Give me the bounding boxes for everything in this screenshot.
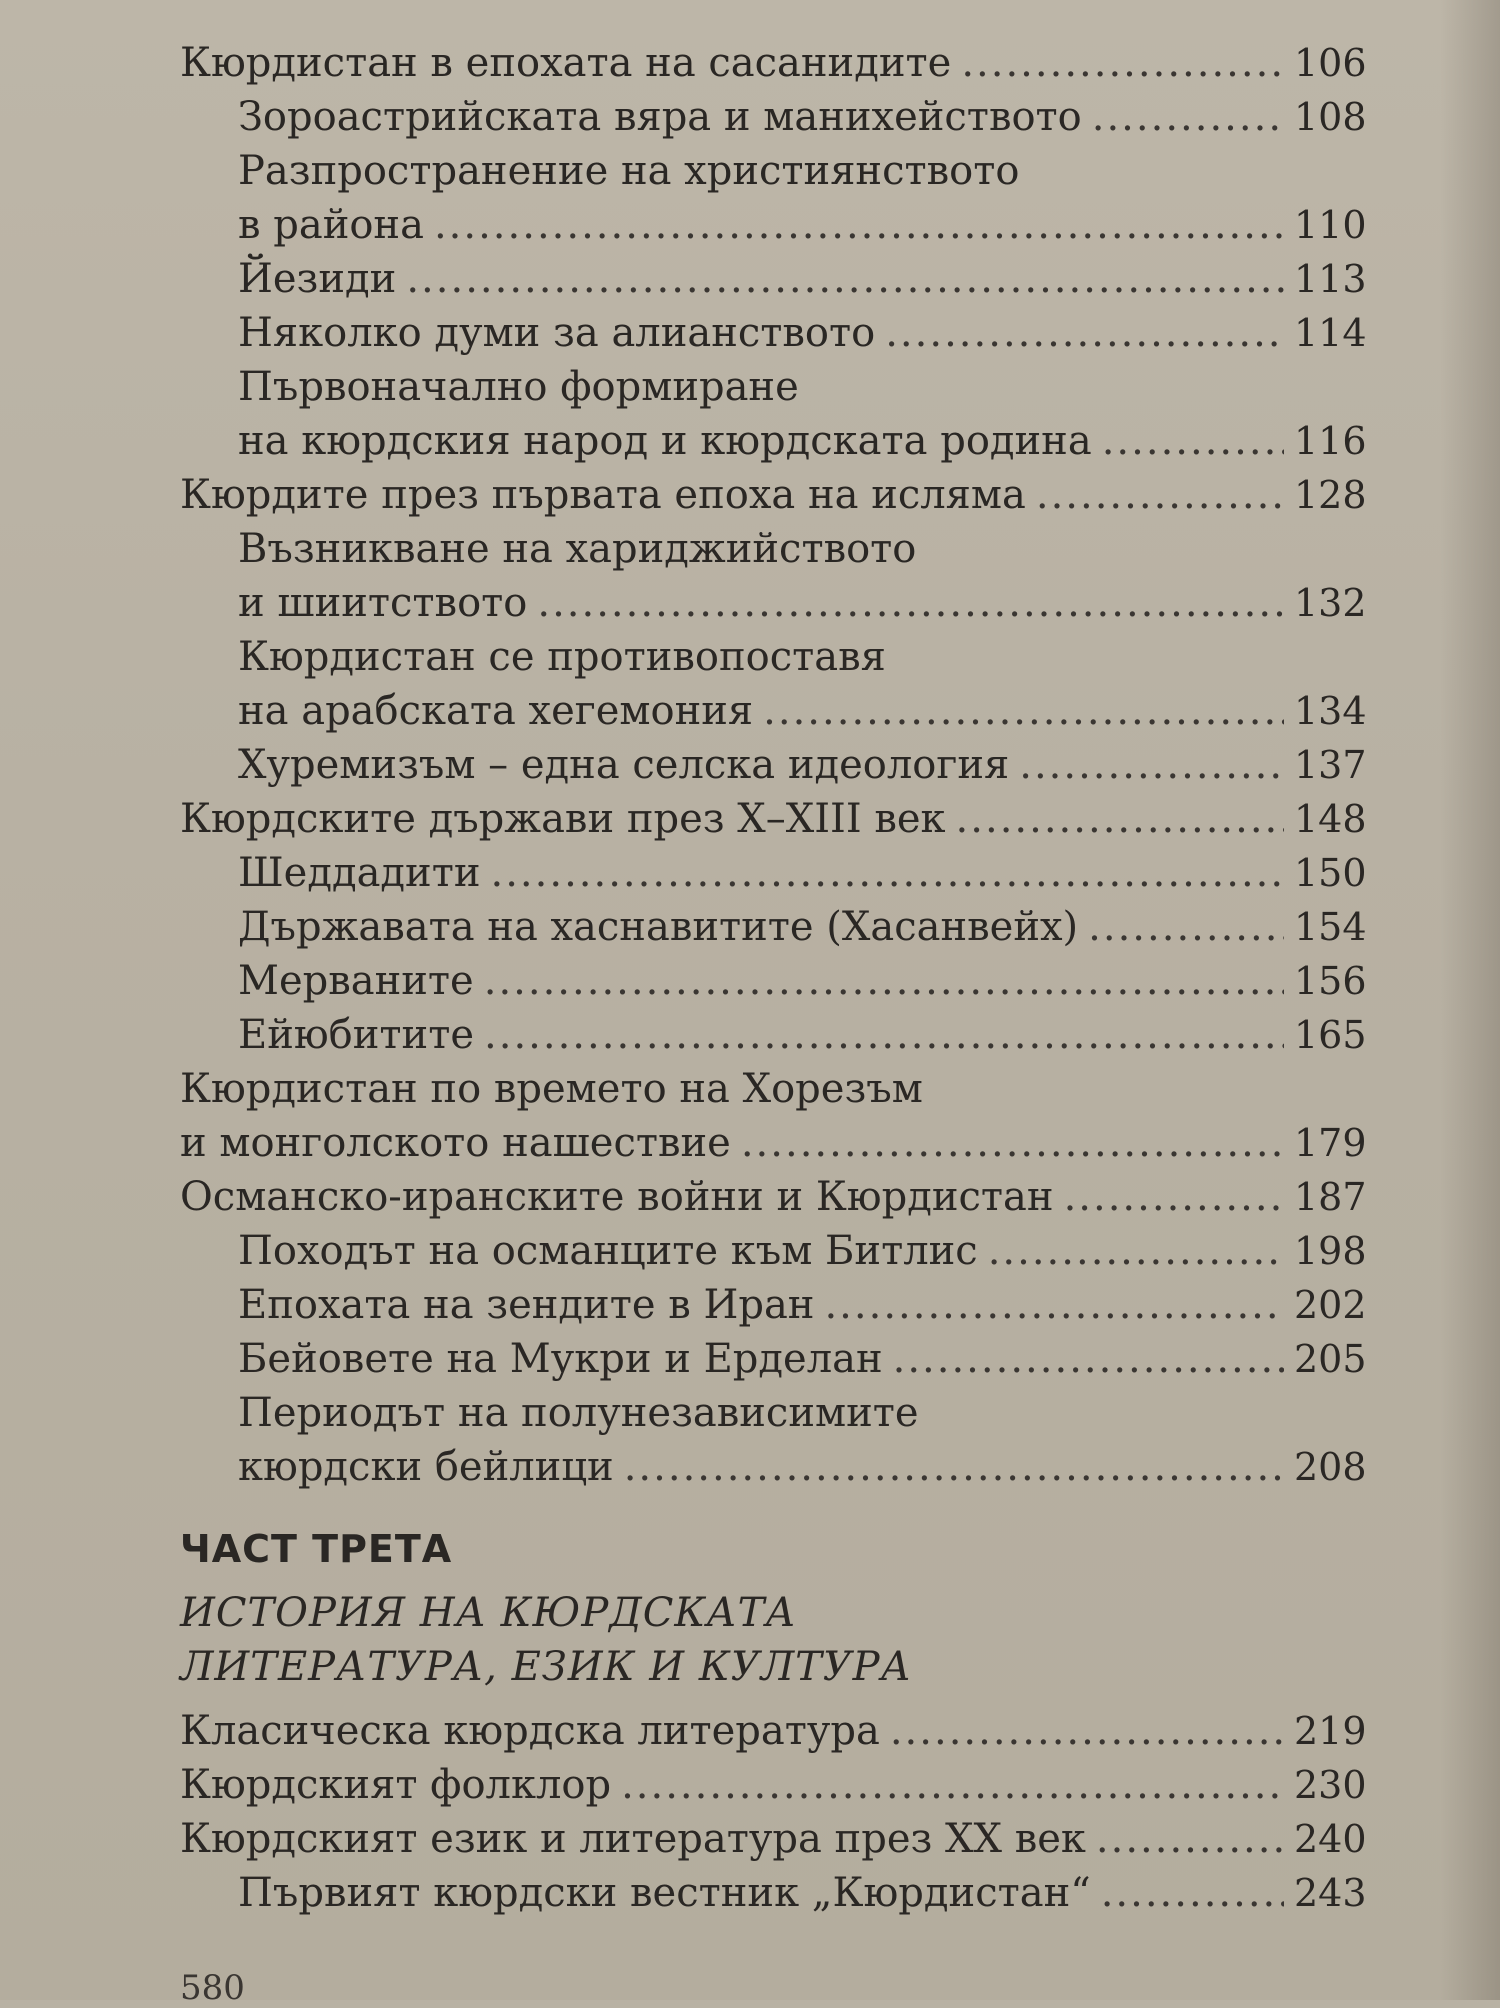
toc-entry-row: [238, 252, 1367, 306]
toc-entry-page-number: 240: [1294, 1817, 1367, 1861]
toc-entry-page-number: 219: [1294, 1709, 1367, 1753]
toc-entry-title: Шеддадити: [238, 850, 481, 896]
toc-entry: [180, 306, 1367, 360]
toc-entry: [180, 36, 1367, 90]
dot-leader: [1019, 738, 1284, 792]
dot-leader: [988, 1224, 1284, 1278]
toc-entry-page-number: 110: [1294, 203, 1367, 247]
toc-entry: [180, 90, 1367, 144]
toc-entry-row: [238, 1008, 1367, 1062]
table-of-contents: [180, 36, 1367, 1920]
toc-entry-title: и монголското нашествие: [180, 1120, 731, 1166]
dot-leader: [961, 36, 1284, 90]
toc-entry-page-number: 198: [1294, 1229, 1367, 1273]
toc-entry: [180, 738, 1367, 792]
toc-entry-title-line1: Първоначално формиране: [238, 364, 799, 410]
part-title-line2: ЛИТЕРАТУРА, ЕЗИК И КУЛТУРА: [180, 1644, 912, 1690]
toc-entry-title: Класическа кюрдска литература: [180, 1708, 880, 1754]
toc-entry-title: Ейюбитите: [238, 1012, 475, 1058]
part-title-line1: ИСТОРИЯ НА КЮРДСКАТА: [180, 1590, 797, 1636]
page-shadow: [1440, 0, 1500, 2000]
toc-entry: [180, 1170, 1367, 1224]
toc-entry: [180, 1062, 1367, 1170]
part-heading: ЧАСТ ТРЕТА: [180, 1527, 453, 1571]
toc-entry-row: [180, 468, 1367, 522]
toc-entry-title: на арабската хегемония: [238, 688, 754, 734]
toc-entry: [180, 360, 1367, 468]
toc-entry-page-number: 208: [1294, 1445, 1367, 1489]
toc-entry-title-line1: Кюрдистан по времето на Хорезъм: [180, 1066, 923, 1112]
toc-entry-row: [180, 1704, 1367, 1758]
toc-entry-page-number: 108: [1294, 95, 1367, 139]
toc-entry-page-number: 179: [1294, 1121, 1367, 1165]
part-title: [180, 1586, 1360, 1694]
toc-entry-title: Няколко думи за алианството: [238, 310, 876, 356]
toc-entry-title: Кюрдският фолклор: [180, 1762, 612, 1808]
toc-entry-title: Османско-иранските войни и Кюрдистан: [180, 1174, 1054, 1220]
toc-entry-row: [238, 414, 1367, 468]
toc-entry-row: [238, 1224, 1367, 1278]
toc-entry-title-line1: Кюрдистан се противопоставя: [238, 634, 886, 680]
toc-entry-title: Държавата на хаснавитите (Хасанвейх): [238, 904, 1079, 950]
toc-entry-row: [238, 1278, 1367, 1332]
toc-entry-page-number: 132: [1294, 581, 1367, 625]
dot-leader: [1088, 900, 1284, 954]
toc-entry-title: и шиитството: [238, 580, 528, 626]
toc-entry-title: Кюрдите през първата епоха на исляма: [180, 472, 1026, 518]
dot-leader: [956, 792, 1284, 846]
toc-entry-row: [238, 1332, 1367, 1386]
dot-leader: [1102, 414, 1284, 468]
toc-entry-title: кюрдски бейлици: [238, 1444, 614, 1490]
toc-entry-title: Кюрдският език и литература през XX век: [180, 1816, 1086, 1862]
toc-entry: [180, 1758, 1367, 1812]
toc-entry-page-number: 114: [1294, 311, 1367, 355]
dot-leader: [491, 846, 1285, 900]
toc-entry: [180, 1224, 1367, 1278]
toc-entry-page-number: 116: [1294, 419, 1367, 463]
toc-entry-page-number: 187: [1294, 1175, 1367, 1219]
dot-leader: [1064, 1170, 1284, 1224]
page-number-folio: 580: [180, 1968, 245, 2008]
toc-entry-page-number: 165: [1294, 1013, 1367, 1057]
toc-entry: [180, 1704, 1367, 1758]
toc-entry: [180, 630, 1367, 738]
toc-entry-page-number: 134: [1294, 689, 1367, 733]
toc-entry: [180, 846, 1367, 900]
toc-entry: [180, 900, 1367, 954]
toc-entry-title: Епохата на зендите в Иран: [238, 1282, 815, 1328]
dot-leader: [1092, 90, 1284, 144]
dot-leader: [434, 198, 1284, 252]
toc-entry-title: Походът на османците към Битлис: [238, 1228, 978, 1274]
toc-entry: [180, 1332, 1367, 1386]
dot-leader: [406, 252, 1284, 306]
dot-leader: [624, 1440, 1284, 1494]
toc-entry-page-number: 202: [1294, 1283, 1367, 1327]
dot-leader: [885, 306, 1284, 360]
dot-leader: [621, 1758, 1284, 1812]
toc-entry-row: [180, 1758, 1367, 1812]
toc-entry: [180, 792, 1367, 846]
toc-entry-page-number: 154: [1294, 905, 1367, 949]
dot-leader: [890, 1704, 1284, 1758]
toc-entry: [180, 144, 1367, 252]
toc-entry-title: Йезиди: [238, 256, 397, 302]
toc-entry-row: [180, 1812, 1367, 1866]
toc-entry-row: [180, 36, 1367, 90]
toc-entry-row: [238, 90, 1367, 144]
toc-entry-title: Мерваните: [238, 958, 474, 1004]
toc-entry-page-number: 128: [1294, 473, 1367, 517]
toc-entry-row: [180, 792, 1367, 846]
toc-entry: [180, 1008, 1367, 1062]
toc-entry-row: [238, 1866, 1367, 1920]
toc-entry: [180, 1386, 1367, 1494]
toc-entry: [180, 954, 1367, 1008]
toc-entry-page-number: 156: [1294, 959, 1367, 1003]
toc-entry-title: на кюрдския народ и кюрдската родина: [238, 418, 1092, 464]
dot-leader: [484, 954, 1284, 1008]
toc-entry: [180, 1812, 1367, 1866]
toc-entries-group-a: [180, 36, 1367, 1494]
toc-entry-title: Кюрдистан в епохата на сасанидите: [180, 40, 952, 86]
toc-entry-row: [238, 684, 1367, 738]
toc-entries-group-b: [180, 1704, 1367, 1920]
dot-leader: [1096, 1812, 1284, 1866]
toc-entry: [180, 468, 1367, 522]
toc-entry-title-line1: Периодът на полунезависимите: [238, 1390, 919, 1436]
toc-entry-title: Кюрдските държави през X–XIII век: [180, 796, 946, 842]
toc-entry-row: [238, 900, 1367, 954]
toc-entry-title: Зороастрийската вяра и манихейството: [238, 94, 1082, 140]
toc-entry: [180, 1866, 1367, 1920]
toc-entry: [180, 1278, 1367, 1332]
toc-entry-row: [180, 1170, 1367, 1224]
toc-entry-title-line1: Разпространение на християнството: [238, 148, 1020, 194]
toc-entry-row: [238, 846, 1367, 900]
dot-leader: [1036, 468, 1284, 522]
toc-entry-row: [180, 1116, 1367, 1170]
toc-entry-title: Бейовете на Мукри и Ерделан: [238, 1336, 883, 1382]
toc-entry-page-number: 150: [1294, 851, 1367, 895]
toc-entry-row: [238, 576, 1367, 630]
toc-entry-row: [238, 306, 1367, 360]
dot-leader: [893, 1332, 1284, 1386]
toc-entry: [180, 252, 1367, 306]
dot-leader: [824, 1278, 1284, 1332]
toc-entry-page-number: 205: [1294, 1337, 1367, 1381]
dot-leader: [537, 576, 1284, 630]
toc-entry-page-number: 106: [1294, 41, 1367, 85]
dot-leader: [763, 684, 1284, 738]
toc-entry-title: Хуремизъм – една селска идеология: [238, 742, 1010, 788]
dot-leader: [1101, 1866, 1284, 1920]
toc-entry-row: [238, 738, 1367, 792]
toc-entry-page-number: 113: [1294, 257, 1367, 301]
toc-entry-page-number: 230: [1294, 1763, 1367, 1807]
toc-entry-row: [238, 1440, 1367, 1494]
dot-leader: [741, 1116, 1284, 1170]
toc-entry-page-number: 148: [1294, 797, 1367, 841]
toc-entry-page-number: 243: [1294, 1871, 1367, 1915]
toc-entry: [180, 522, 1367, 630]
toc-entry-page-number: 137: [1294, 743, 1367, 787]
toc-entry-row: [238, 198, 1367, 252]
toc-entry-title-line1: Възникване на хариджийството: [238, 526, 917, 572]
toc-entry-row: [238, 954, 1367, 1008]
dot-leader: [484, 1008, 1284, 1062]
toc-entry-title: в района: [238, 202, 424, 248]
toc-entry-title: Първият кюрдски вестник „Кюрдистан“: [238, 1870, 1091, 1916]
